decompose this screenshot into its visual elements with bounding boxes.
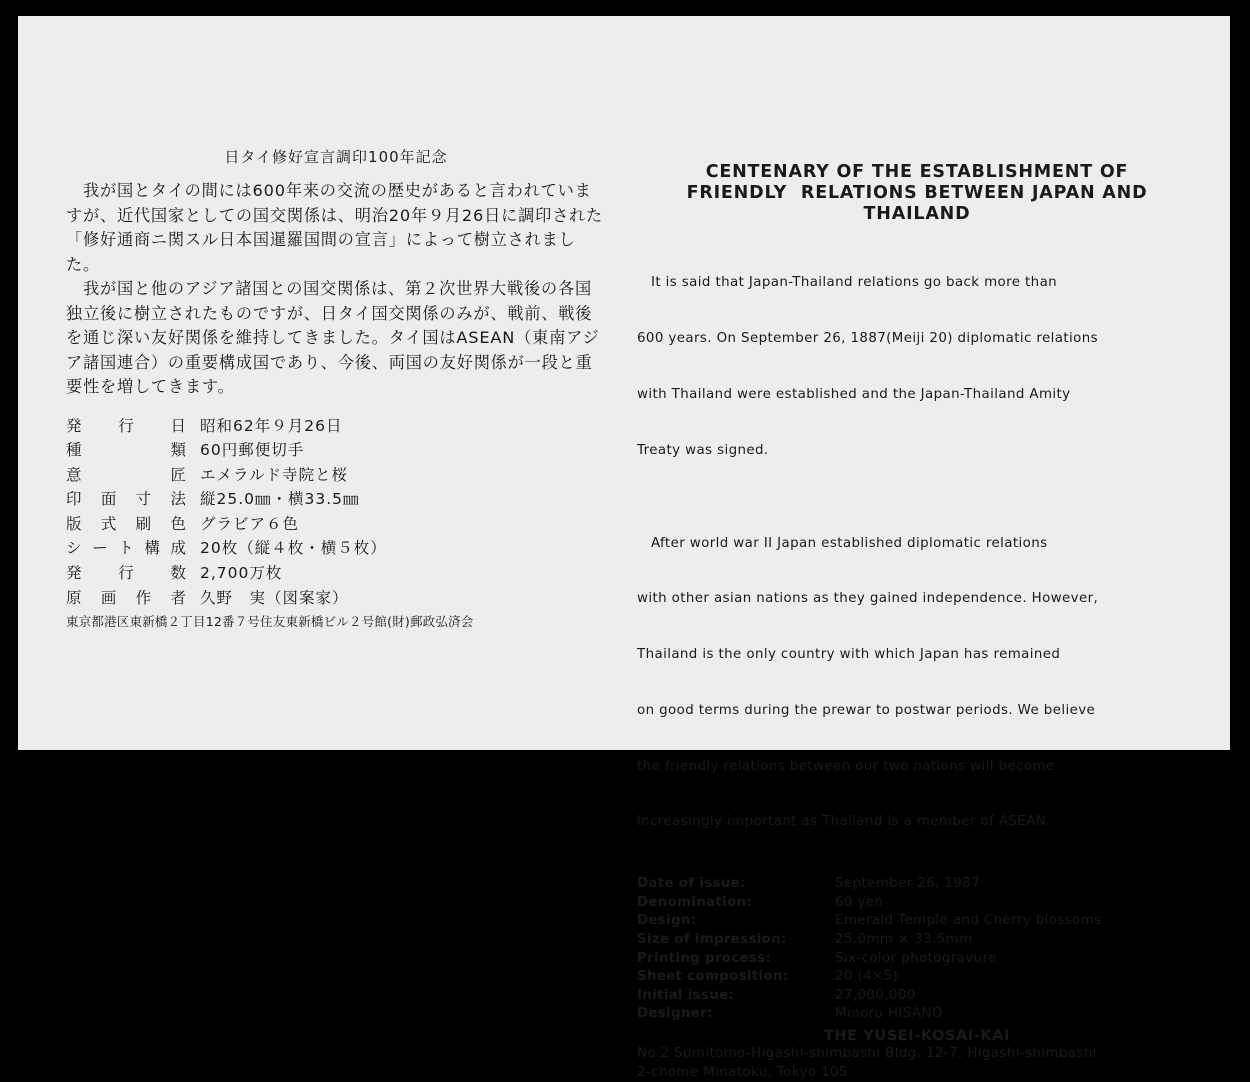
en-row-initial-issue — [637, 987, 1197, 1006]
jp-paragraph-2: 我が国と他のアジア諸国との国交関係は、第２次世界大戦後の各国独立後に樹立されたものですが、日タイ国交関係のみが、戦前、戦後を通じ深い友好関係を維持してきました。タイ国はASEAN（東南アジア諸国連合）の重要構成国であり、今後、両国の友好関係が一段と重要性を増してきます。 — [66, 279, 600, 396]
en-row-sheet — [637, 968, 1197, 987]
jp-row-design — [66, 463, 606, 488]
en-value: Minoru HISANO — [835, 1006, 943, 1022]
jp-row-designer — [66, 586, 606, 611]
jp-row-issue-date — [66, 414, 606, 439]
jp-value: 60円郵便切手 — [200, 441, 305, 460]
en-address-line: No.2 Sumitomo-Higashi-shimbashi Bldg. 12-7, Higashi-shimbashi — [637, 1045, 1097, 1061]
en-label: Date of issue: — [637, 876, 746, 892]
jp-title: 日タイ修好宣言調印100年記念 — [224, 148, 448, 166]
jp-label: 版式刷色 — [66, 514, 188, 533]
jp-label: 発行日 — [66, 416, 188, 435]
en-title-line: THAILAND — [863, 204, 971, 224]
en-label: Printing process: — [637, 950, 772, 966]
english-section — [637, 162, 1197, 1082]
jp-label: 原画作者 — [66, 588, 188, 607]
en-text-line: Thailand is the only country with which Japan has remained — [637, 647, 1061, 663]
en-title-line: CENTENARY OF THE ESTABLISHMENT OF — [705, 162, 1129, 182]
jp-row-quantity — [66, 561, 606, 586]
jp-row-denomination — [66, 438, 606, 463]
jp-value: グラビア６色 — [200, 514, 300, 533]
en-title-line: FRIENDLY RELATIONS BETWEEN JAPAN AND — [686, 183, 1148, 203]
en-details-table — [637, 875, 1197, 1024]
en-label: Size of impression: — [637, 931, 787, 947]
en-text-line: Treaty was signed. — [637, 442, 769, 458]
jp-row-sheet — [66, 536, 606, 561]
jp-paragraph-1: 我が国とタイの間には600年来の交流の歴史があると言われていますが、近代国家としての国交関係は、明治20年９月26日に調印された「修好通商ニ関スル日本国暹羅国間の宣言」によって樹立されました。 — [66, 181, 604, 274]
jp-label: 発行数 — [66, 564, 188, 583]
en-paragraph-2 — [637, 497, 1197, 869]
en-text-line: on good terms during the prewar to postwar periods. We believe — [637, 702, 1096, 718]
en-text-line: increasingly important as Thailand is a member of ASEAN. — [637, 814, 1051, 830]
jp-value: 昭和62年９月26日 — [200, 416, 343, 435]
jp-value: 2,700万枚 — [200, 564, 283, 583]
en-address — [637, 1044, 1197, 1082]
jp-label: 種類 — [66, 441, 188, 460]
en-text-line: After world war II Japan established diplomatic relations — [637, 535, 1048, 551]
en-label: Denomination: — [637, 894, 753, 910]
en-row-size — [637, 931, 1197, 950]
en-organization: THE YUSEI-KOSAI-KAI — [823, 1027, 1011, 1044]
en-row-design — [637, 912, 1197, 931]
en-text-line: the friendly relations between our two nations will become — [637, 758, 1055, 774]
jp-row-printing — [66, 512, 606, 537]
jp-address: 東京都港区東新橋２丁目12番７号住友東新橋ビル２号館(財)郵政弘済会 — [66, 614, 474, 630]
en-row-designer — [637, 1005, 1197, 1024]
en-title — [637, 162, 1197, 225]
en-label: Initial issue: — [637, 987, 735, 1003]
en-row-issue-date — [637, 875, 1197, 894]
en-value: Six-color photogravure — [835, 950, 997, 966]
en-label: Design: — [637, 913, 697, 929]
en-text-line: 600 years. On September 26, 1887(Meiji 20) diplomatic relations — [637, 330, 1098, 346]
en-paragraph-1 — [637, 237, 1197, 497]
en-row-printing — [637, 950, 1197, 969]
japanese-section — [66, 146, 606, 630]
jp-label: シート構成 — [66, 539, 188, 558]
en-value: 60 yen — [835, 894, 884, 910]
jp-value: エメラルド寺院と桜 — [200, 465, 349, 484]
jp-label: 印面寸法 — [66, 490, 188, 509]
stamp-info-card — [18, 16, 1230, 1080]
jp-label: 意匠 — [66, 465, 188, 484]
en-value: 25.0mm × 33.5mm — [835, 931, 973, 947]
en-value: Emerald Temple and Cherry blossoms — [835, 913, 1102, 929]
en-value: 20 (4×5) — [835, 969, 899, 985]
en-text-line: with Thailand were established and the Japan-Thailand Amity — [637, 386, 1071, 402]
jp-details-table — [66, 414, 606, 611]
jp-value: 久野 実（図案家） — [200, 588, 349, 607]
en-text-line: It is said that Japan-Thailand relations go back more than — [637, 275, 1058, 291]
en-row-denomination — [637, 894, 1197, 913]
jp-row-size — [66, 487, 606, 512]
en-address-line: 2-chome Minatoku, Tokyo 105 — [637, 1064, 848, 1080]
en-value: 27,000,000 — [835, 987, 916, 1003]
en-value: September 26, 1987 — [835, 876, 981, 892]
jp-value: 縦25.0㎜・横33.5㎜ — [200, 490, 360, 509]
jp-value: 20枚（縦４枚・横５枚） — [200, 539, 387, 558]
en-text-line: with other asian nations as they gained independence. However, — [637, 591, 1099, 607]
en-label: Sheet composition: — [637, 969, 789, 985]
en-label: Designer: — [637, 1006, 713, 1022]
